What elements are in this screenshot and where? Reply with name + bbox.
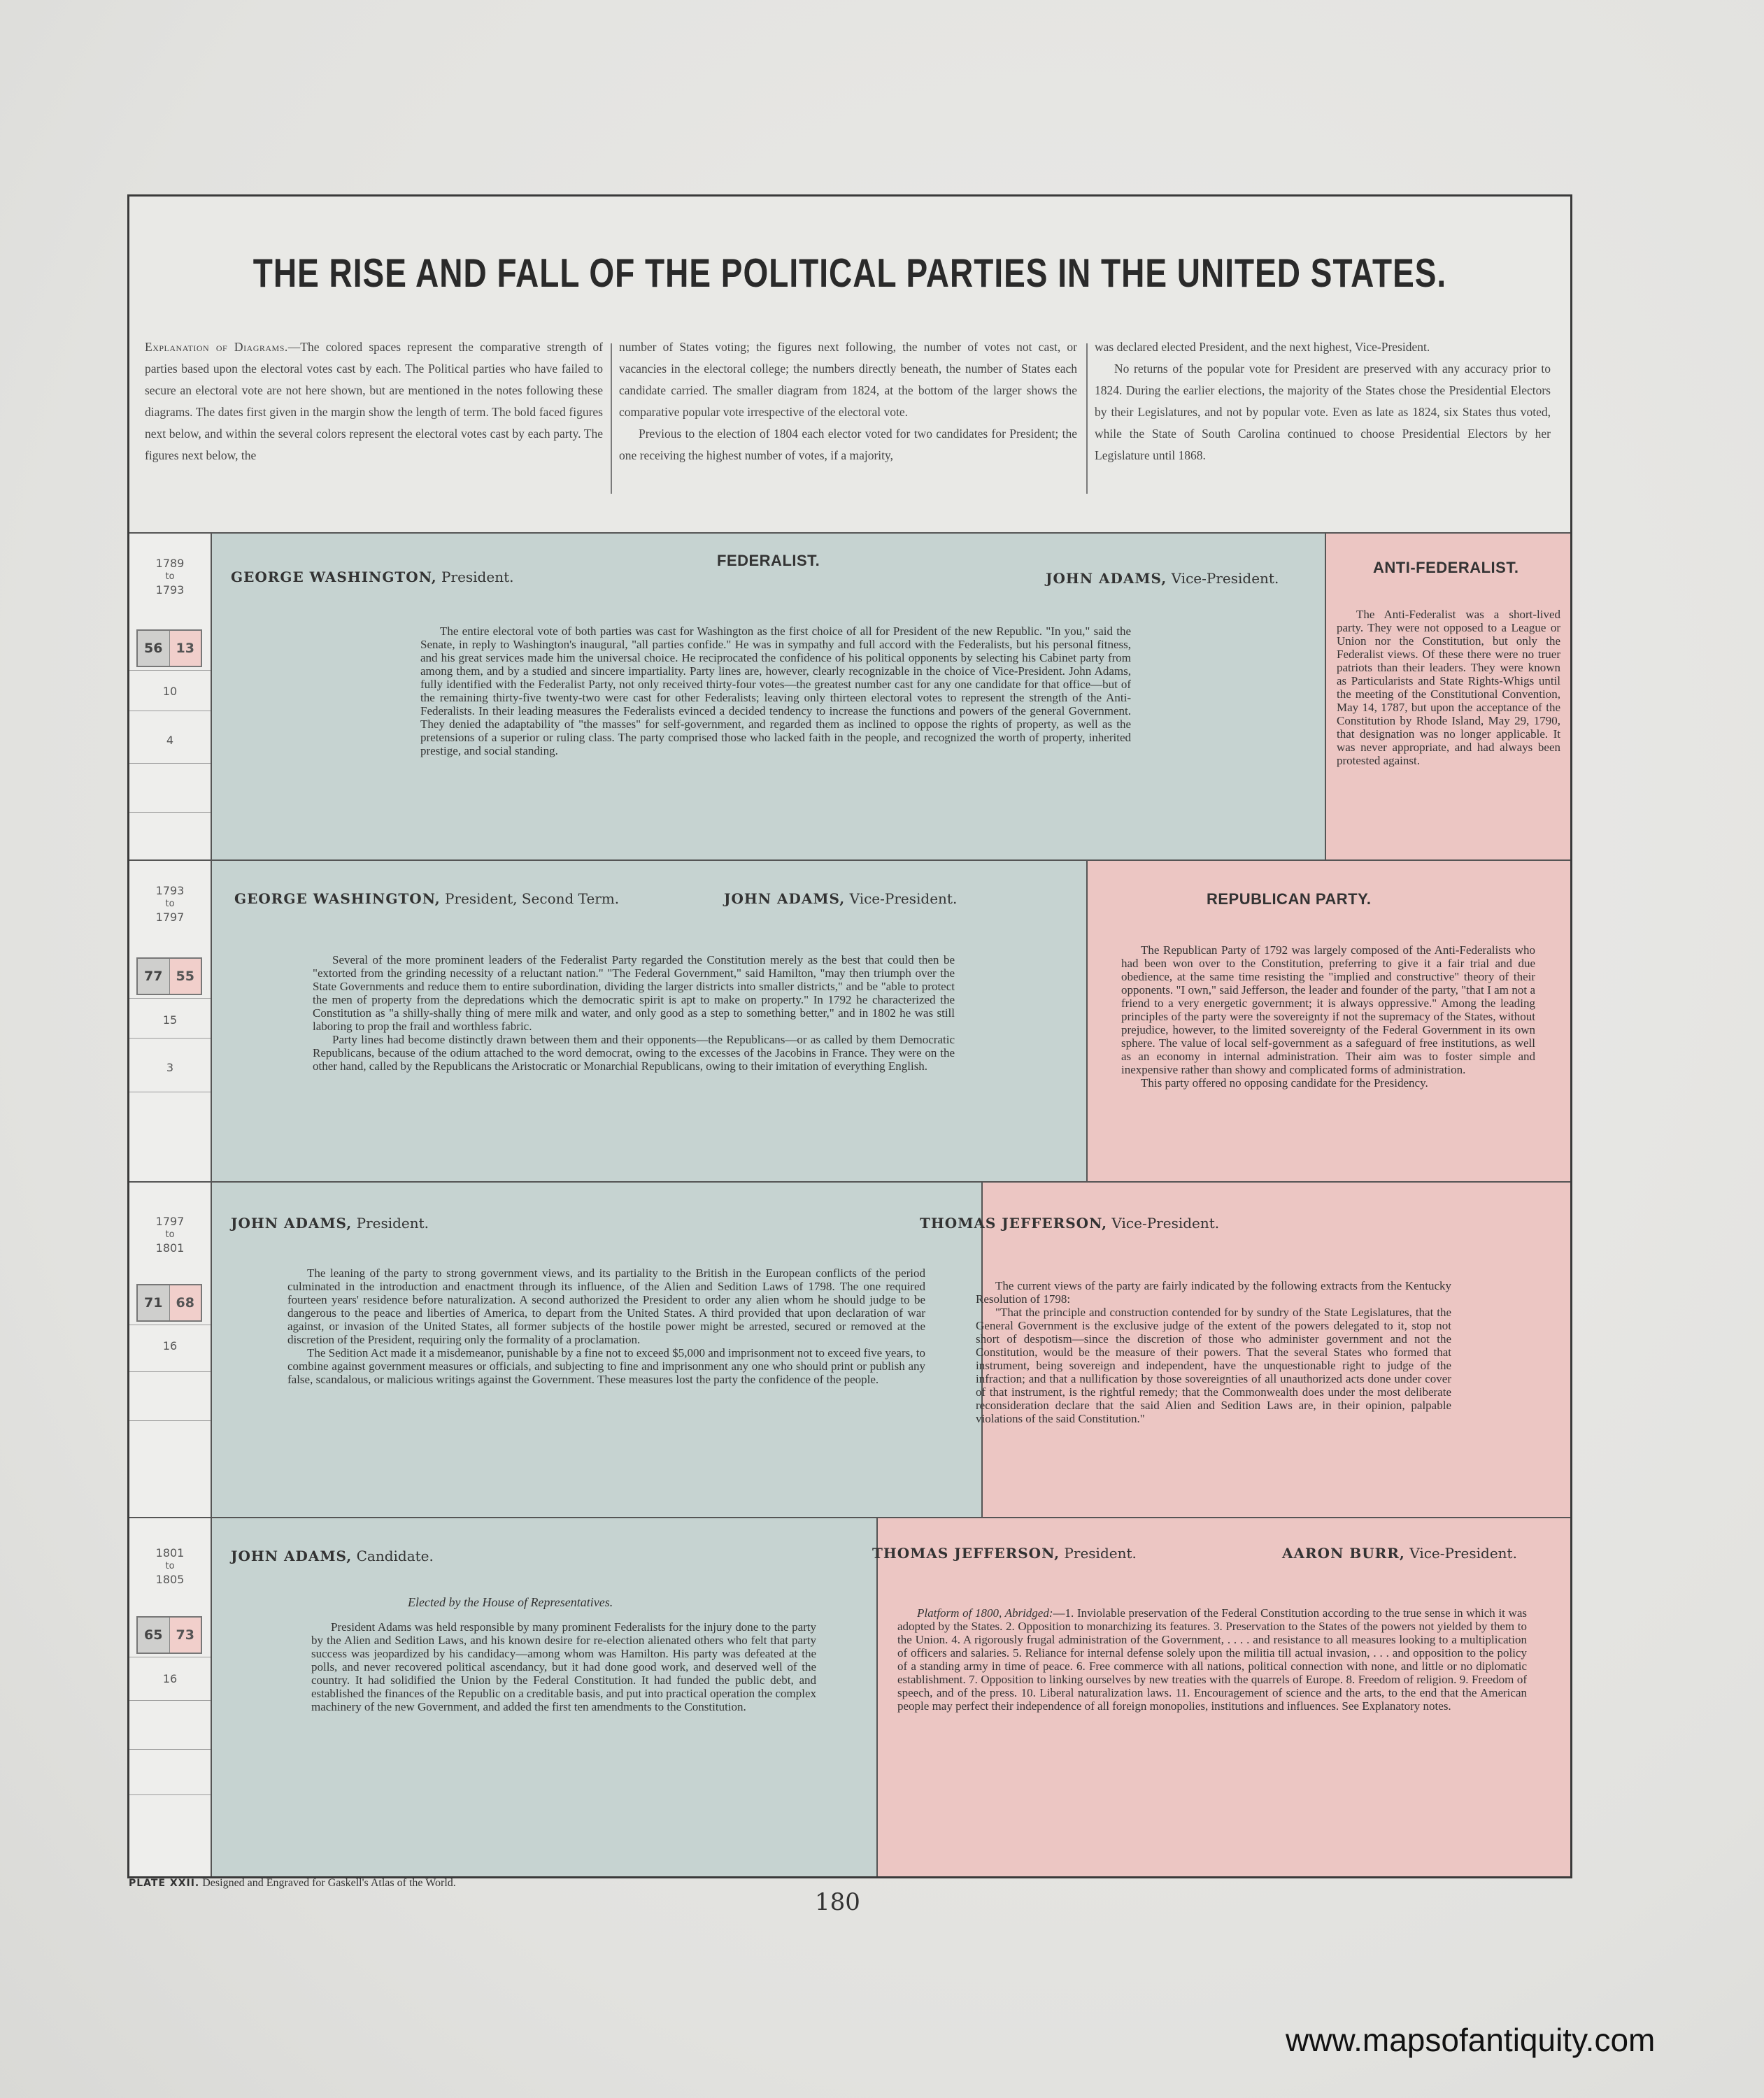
vice-president-name: JOHN ADAMS, Vice-President. [1046, 570, 1279, 587]
intro-separator [1086, 343, 1088, 494]
president-name: THOMAS JEFFERSON, President. [872, 1545, 1137, 1562]
electoral-vote-box [136, 957, 202, 995]
electoral-vote-box [136, 629, 202, 667]
plate-frame [127, 194, 1572, 1878]
states-voting: 16 [162, 1672, 178, 1685]
intro-col1-text: —The colored spaces represent the comparative strength of parties based upon the electoral votes cast by each. The Political parties who have failed to secure an electoral vote are not here shown, but are mentioned in the notes following these diagrams. The dates first given in the margin show the length of term. The bold faced figures next below, and within the several colors represent the electoral votes cast by each party. The figures next below, the [145, 340, 603, 462]
federalist-description: Several of the more prominent leaders of the Federalist Party regarded the Constitution merely as the best that could then be "extorted from the grinding necessity of a reluctant nation." "The Federal Government," said Hamilton, "may then triumph over the State Governments and reduce them to entire subordination, dividing the larger districts into smaller districts," and be "able to protect the men of property from the depredations which the democratic spirit is apt to make on property." In 1792 he characterized the Constitution as "a shilly-shally thing of mere milk and water, and only good as a step to something better," and in 1802 he was still laboring to prop the frail and worthless fabric. Party lines had become distinctly drawn between them and their opponents—the Republicans—or as called by them Democratic Republicans, because of the odium attached to the word democrat, owing to the excesses of the Jacobins in France. They were on the other hand, called by the Republicans the Aristocratic or Monarchial Republicans, owing to their imitation of everything English. [313, 953, 955, 1073]
term-years: 1789 to 1793 [155, 557, 185, 597]
president-name: GEORGE WASHINGTON, President, Second Term. [234, 890, 620, 907]
electoral-vote-box [136, 1616, 202, 1654]
votes-not-cast: 4 [166, 734, 174, 747]
candidate-name: JOHN ADAMS, Candidate. [231, 1548, 434, 1564]
republican-votes: 13 [170, 631, 201, 666]
website-url[interactable]: www.mapsofantiquity.com [1286, 2022, 1656, 2058]
party-divider [1325, 534, 1326, 859]
republican-party-label: REPUBLICAN PARTY. [1207, 890, 1372, 908]
republican-votes: 68 [170, 1285, 201, 1320]
intro-lead: Explanation of Diagrams. [145, 340, 288, 354]
anti-federalist-description: The Anti-Federalist was a short-lived party. They were not opposed to a League or Union nor the Constitution, but only the Federalist views. Of these there were no truer patriots than their leaders. They were known as Particularists and State Rights-Whigs until the meeting of the Constitutional Convention, May 14, 1787, but upon the acceptance of the Constitution by Rhode Island, May 29, 1790, that designation was no longer applicable. It was never appropriate, and had always been protested against. [1337, 608, 1560, 767]
intro-col3-p2: No returns of the popular vote for President are preserved with any accuracy prior to 1824. During the earlier elections, the majority of the States chose the Presidential Electors by their Legislatures, and not by popular vote. Even as late as 1824, six States thus voted, while the State of South Carolina continued to choose Presidential Electors by her Legislature until 1868. [1095, 362, 1551, 462]
intro-col3-p1: was declared elected President, and the next highest, Vice-President. [1095, 340, 1430, 354]
republican-description: The current views of the party are fairly indicated by the following extracts from the Kentucky Resolution of 1798: "That the principle and construction contended for by sundry of the State Legislatures, that the General Government is the exclusive judge of the extent of the powers delegated to it, stop not short of despotism—since the discretion of those who administer government and not the Constitution, would be the measure of their powers. That the several States who formed that instrument, being sovereign and independent, have the unquestionable right to judge of the infraction; and that a nullification by those sovereignties of all unauthorized acts done under cover of that instrument, is the rightful remedy; that the Commonwealth does under the most deliberate reconsideration declare that the said Alien and Sedition Laws are, in their opinion, palpable violations of the said Constitution." [976, 1279, 1451, 1425]
page-number: 180 [815, 1888, 860, 1916]
intro-column-3 [1095, 336, 1551, 466]
federalist-votes: 77 [138, 959, 170, 994]
federalist-votes: 65 [138, 1618, 170, 1653]
intro-col2-p2: Previous to the election of 1804 each elector voted for two candidates for President; the one receiving the highest number of votes, if a majority, [619, 427, 1077, 462]
states-voting: 15 [162, 1013, 178, 1027]
republican-votes: 55 [170, 959, 201, 994]
election-note: Elected by the House of Representatives. [408, 1595, 613, 1609]
term-years: 1797 to 1801 [155, 1215, 185, 1255]
term-years: 1801 to 1805 [155, 1546, 185, 1586]
intro-separator [611, 343, 612, 494]
federalist-description: The leaning of the party to strong government views, and its partiality to the British in the European conflicts of the period culminated in the introduction and enactment through its influence, of the Alien and Sedition Laws of 1798. The one required fourteen years' residence before naturalization. A second authorized the President to order any alien whom he should judge to be dangerous to the peace and liberties of America, to depart from the United States. A third provided that upon declaration of war against, or invasion of the United States, all former subjects of the hostile power might be arrested, secured or removed at the discretion of the President, requiring only the formality of a proclamation. The Sedition Act made it a misdemeanor, punishable by a fine not to exceed $5,000 and imprisonment not to exceed five years, to combine against government measures or officials, and subjecting to fine and imprisonment any one who should print or publish any false, scandalous, or malicious writings against the Government. These measures lost the party the confidence of the people. [287, 1266, 925, 1386]
federalist-description: The entire electoral vote of both parties was cast for Washington as the first choice of all for President of the new Republic. "In you," said the Senate, in reply to Washington's inaugural, "all parties confide." He was in sympathy and full accord with the Federalists, but his personal fitness, and his great services made him the universal choice. He reciprocated the confidence of his political opponents by selecting his Cabinet party from among them, and by a studied and sincere impartiality. Party lines are, however, clearly recognizable in the choice of Vice-President. John Adams, fully identified with the Federalist Party, not only received thirty-four votes—the greatest number cast for any one candidate for that office—but of the remaining thirty-five twenty-two were cast for other Federalists; leaving only thirteen electoral votes to represent the strength of the Anti-Federalists. In their leading measures the Federalists evinced a decided tendency to increase the functions and powers of the general Government. They denied the adaptability of "the masses" for self-government, and regarded them as inclined to oppose the rights of property, as well as the pretensions of a superior or ruling class. The party comprised those who lacked faith in the people, and recognized the worth of property, inherited prestige, and social standing. [420, 625, 1131, 757]
republican-votes: 73 [170, 1618, 201, 1653]
federalist-votes: 71 [138, 1285, 170, 1320]
party-divider [876, 1518, 878, 1876]
federalist-label: FEDERALIST. [717, 552, 820, 569]
federalist-votes: 56 [138, 631, 170, 666]
intro-column-1 [145, 336, 603, 466]
plate-title: THE RISE AND FALL OF THE POLITICAL PARTIES IN THE UNITED STATES. [252, 250, 1447, 296]
federalist-description: President Adams was held responsible by many prominent Federalists for the injury done to the party by the Alien and Sedition Laws, and his known desire for re-election alienated others who felt that party success was jeopardized by his candidacy—among whom was Hamilton. His party was defeated at the polls, and never recovered political ascendancy, but it had done good work, and deserved well of the country. It had solidified the Union by the Federal Constitution. It had funded the public debt, and established the finances of the Republic on a creditable basis, and put into practical operation the complex machinery of the new Government, and added the first ten amendments to the Constitution. [311, 1620, 816, 1713]
votes-not-cast: 3 [166, 1061, 174, 1074]
president-name: GEORGE WASHINGTON, President. [231, 569, 514, 585]
vice-president-name: THOMAS JEFFERSON, Vice-President. [920, 1215, 1220, 1232]
anti-federalist-label: ANTI-FEDERALIST. [1373, 559, 1519, 576]
states-voting: 16 [162, 1339, 178, 1353]
intro-column-2 [619, 336, 1077, 466]
republican-description: The Republican Party of 1792 was largely composed of the Anti-Federalists who had been won over to the Constitution, preferring to give it a fair trial and due obedience, at the same time resisting the "implied and constructive" theory of their opponents. "I own," said Jefferson, the leader and founder of the party, "that I am not a friend to a very energetic government; it is always oppressive." Among the leading principles of the party were the sovereignty if not the supremacy of the States, without prejudice, however, to the limited sovereignty of the Federal Government in its own sphere. The value of local self-government as a safeguard of free institutions, as well as an economy in internal administration. Their aim was to foster simple and inexpensive rather than showy and complicated forms of administration. This party offered no opposing candidate for the Presidency. [1121, 943, 1535, 1090]
vice-president-name: AARON BURR, Vice-President. [1282, 1545, 1517, 1562]
plate-credit: PLATE XXII. Designed and Engraved for Gaskell's Atlas of the World. [129, 1877, 456, 1889]
electoral-vote-box [136, 1284, 202, 1322]
platform-of-1800: Platform of 1800, Abridged:—1. Inviolable preservation of the Federal Constitution according to the true sense in which it was adopted by the States. 2. Opposition to monarchizing its features. 3. Preservation to the States of the powers not yielded by them to the Union. 4. A rigorously frugal administration of the Government, . . . . and resistance to all measures looking to a multiplication of officers and salaries. 5. Reliance for internal defense solely upon the militia till actual invasion, . . . and opposition to the policy of a standing army in time of peace. 6. Free commerce with all nations, political connection with none, and little or no diplomatic establishment. 7. Opposition to linking ourselves by new treaties with the quarrels of Europe. 8. Freedom of religion. 9. Freedom of speech, and of the press. 10. Liberal naturalization laws. 11. Encouragement of science and the arts, to the end that the American people may perfect their independence of all foreign monopolies, institutions and influences. See Explanatory notes. [897, 1606, 1527, 1713]
term-years: 1793 to 1797 [155, 884, 185, 924]
intro-col2-p1: number of States voting; the figures next following, the number of votes not cast, or vacancies in the electoral college; the numbers directly beneath, the number of States each candidate carried. The smaller diagram from 1824, at the bottom of the larger shows the comparative popular vote irrespective of the electoral vote. [619, 340, 1077, 419]
president-name: JOHN ADAMS, President. [231, 1215, 429, 1232]
party-divider [1086, 861, 1088, 1181]
vice-president-name: JOHN ADAMS, Vice-President. [724, 890, 958, 907]
states-voting: 10 [162, 685, 178, 698]
